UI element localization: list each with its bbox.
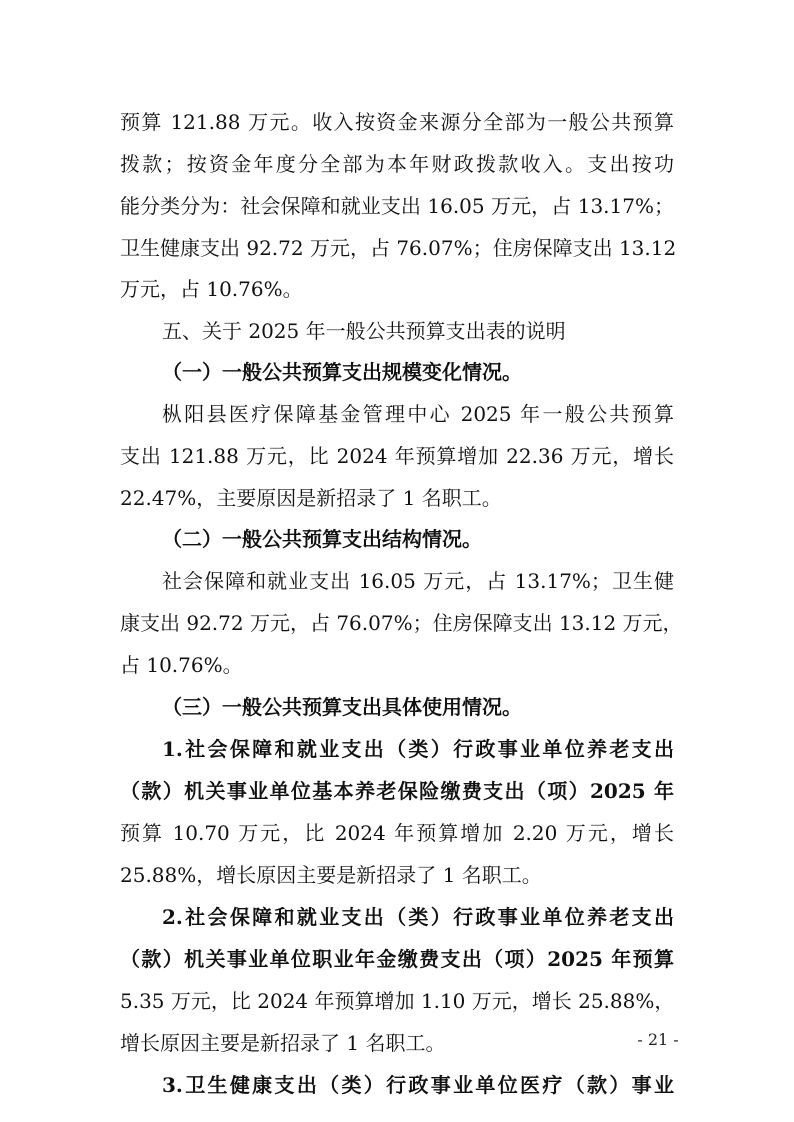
subsection-heading: （三）一般公共预算支出具体使用情况。: [162, 695, 522, 719]
paragraph-line: 5.35 万元，比 2024 年预算增加 1.10 万元，增长 25.88%，: [120, 989, 675, 1013]
paragraph-line: 卫生健康支出 92.72 万元，占 76.07%；住房保障支出 13.12: [120, 236, 677, 260]
paragraph-line: 预算 10.70 万元，比 2024 年预算增加 2.20 万元，增长: [120, 821, 674, 845]
subsection-heading: （二）一般公共预算支出结构情况。: [162, 527, 482, 551]
section-heading: 五、关于 2025 年一般公共预算支出表的说明: [162, 319, 566, 343]
item-heading: 2.社会保障和就业支出（类）行政事业单位养老支出: [162, 905, 674, 929]
item-heading: 3.卫生健康支出（类）行政事业单位医疗（款）事业: [162, 1073, 674, 1097]
paragraph-line: 支出 121.88 万元，比 2024 年预算增加 22.36 万元，增长: [120, 444, 674, 468]
item-heading: （款）机关事业单位职业年金缴费支出（项）2025 年预算: [120, 947, 674, 971]
item-heading: 1.社会保障和就业支出（类）行政事业单位养老支出: [162, 737, 674, 761]
paragraph-line: 增长原因主要是新招录了 1 名职工。: [120, 1031, 446, 1055]
paragraph-line: 25.88%，增长原因主要是新招录了 1 名职工。: [120, 863, 542, 887]
paragraph-line: 22.47%，主要原因是新招录了 1 名职工。: [120, 486, 502, 510]
page-number: - 21 -: [637, 1030, 679, 1049]
paragraph-line: 枞阳县医疗保障基金管理中心 2025 年一般公共预算: [162, 402, 674, 426]
paragraph-line: 万元，占 10.76%。: [120, 277, 303, 301]
paragraph-line: 拨款；按资金年度分全部为本年财政拨款收入。支出按功: [120, 152, 674, 176]
subsection-heading: （一）一般公共预算支出规模变化情况。: [162, 360, 522, 384]
paragraph-line: 占 10.76%。: [120, 653, 243, 677]
paragraph-line: 预算 121.88 万元。收入按资金来源分全部为一般公共预算: [120, 110, 674, 134]
paragraph-line: 康支出 92.72 万元，占 76.07%；住房保障支出 13.12 万元，: [120, 611, 683, 635]
item-heading: （款）机关事业单位基本养老保险缴费支出（项）2025 年: [120, 779, 674, 803]
paragraph-line: 能分类分为：社会保障和就业支出 16.05 万元，占 13.17%；: [120, 194, 674, 218]
paragraph-line: 社会保障和就业支出 16.05 万元，占 13.17%；卫生健: [162, 569, 674, 593]
